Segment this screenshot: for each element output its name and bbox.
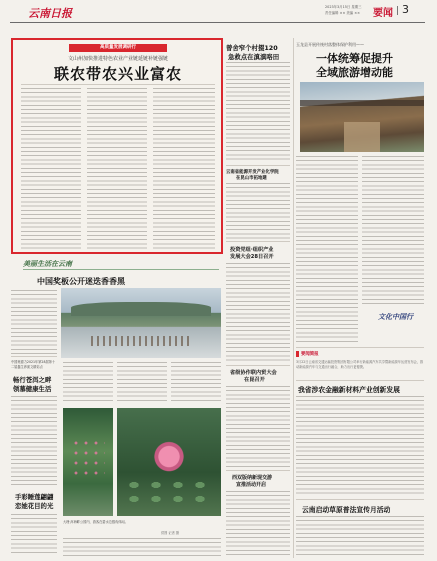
mid-article-3-title[interactable]: 投资党组·组织产业 xyxy=(230,247,274,253)
masthead-logo: 云南日报 xyxy=(28,7,72,20)
bottom-main-body-col1 xyxy=(63,362,113,402)
bottom-side1-title-line2[interactable]: 领慕健康生活 xyxy=(13,385,52,393)
right-title-line2[interactable]: 全域旅游增动能 xyxy=(316,66,393,79)
feature-body-col3 xyxy=(153,88,215,250)
bottom-main-body-col2 xyxy=(117,362,167,402)
right-rule-2 xyxy=(296,380,424,381)
bottom-section-logo: 美丽生活在云南 xyxy=(23,259,72,268)
mid-article-5-subtitle: 宣推活动开启 xyxy=(236,482,267,488)
mid-article-4-subtitle: 在昆召开 xyxy=(244,377,265,383)
right-kicker: 玉龙县开展传统村落整体保护利用—— xyxy=(296,42,364,47)
mid-article-4-body xyxy=(226,386,290,468)
bottom-feature xyxy=(11,258,223,558)
mid-article-4-title[interactable]: 省级协作联内贸大会 xyxy=(230,370,277,376)
bottom-left-body-1 xyxy=(11,290,57,354)
feature-title-rule xyxy=(21,84,215,85)
feature-article[interactable] xyxy=(11,38,223,254)
mid-article-1-body xyxy=(226,62,290,162)
mid-article-5-title[interactable]: 西双版纳新现交游 xyxy=(232,475,273,481)
bottom-credit: 供图 记者 摄 xyxy=(161,531,179,535)
masthead-rule xyxy=(10,22,425,23)
right-photo[interactable] xyxy=(300,82,424,152)
column-divider xyxy=(293,38,294,558)
right-article-1-title[interactable]: 我省涉农金融新材料产业创新发展 xyxy=(298,386,400,394)
bottom-side1-kicker: 中国奥德力2021年第28届第十二届鑫生养面文精彩点 xyxy=(11,360,56,369)
bottom-left-body-3 xyxy=(11,514,57,554)
photo-flowers xyxy=(71,438,105,478)
right-body-col2 xyxy=(362,156,424,306)
feature-body-col1 xyxy=(21,88,81,250)
bottom-side2-title-line2[interactable]: 恋她花目的光 xyxy=(15,502,54,510)
bottom-main-photo[interactable] xyxy=(61,288,221,358)
bottom-photo-garden[interactable] xyxy=(63,408,113,516)
mid-article-1-subtitle: 急救点在滇滇咯田 xyxy=(228,53,280,61)
right-article-2-title[interactable]: 云南启动草原普法宣传月活动 xyxy=(302,506,391,514)
feature-banner-text: 高质量发展调研行 xyxy=(100,45,136,50)
right-body-col1 xyxy=(296,156,358,344)
page-number: 3 xyxy=(402,3,409,16)
ornament-text: 文化中国行 xyxy=(378,312,413,321)
bottom-main-body-col3 xyxy=(171,362,221,402)
mid-article-2-title[interactable]: 云南省能源开发产业化学院 xyxy=(226,170,279,175)
right-article-2-body xyxy=(296,516,424,556)
section-label: 要闻 xyxy=(373,8,393,19)
notice-text: 3月22日云南省交通运输投资集团有限公司举行新能源汽车共享暨新能源车运营发布会，推动新能源汽车与交通出行融合，助力出行更便捷。 xyxy=(296,360,424,369)
mid-article-2-body xyxy=(226,183,290,239)
mid-rule-2 xyxy=(226,241,290,242)
right-rule-3 xyxy=(296,499,424,500)
mid-article-1-title[interactable]: 曾舍窄个村掇120 xyxy=(226,44,278,52)
mid-article-2-subtitle: 在昆山市拓地建 xyxy=(236,176,267,181)
mid-article-3-subtitle: 发展大会28日召开 xyxy=(230,254,274,260)
notice-label: 要闻简报 xyxy=(301,352,319,357)
right-article-1-body xyxy=(296,396,424,496)
mid-rule-4 xyxy=(226,470,290,471)
right-rule-1 xyxy=(296,347,424,348)
feature-body-col2 xyxy=(87,88,147,250)
photo-people xyxy=(91,336,191,346)
notice-tag xyxy=(296,351,299,357)
photo-street-detail xyxy=(344,122,380,152)
bottom-main-body-lower xyxy=(63,538,221,556)
right-title-line1[interactable]: 一体统筹促提升 xyxy=(316,52,393,65)
masthead-staff: 责任编辑 ×× 美编 ×× xyxy=(325,11,360,15)
feature-title: 联农带农兴业富农 xyxy=(53,65,182,83)
bottom-side2-title-line1[interactable]: 手彩睡莲翩翩 xyxy=(15,493,54,501)
bottom-title[interactable]: 中国奖板公开迷迭香香黑 xyxy=(37,277,125,286)
bottom-photo-lotus[interactable] xyxy=(117,408,221,516)
mid-rule-1 xyxy=(226,165,290,166)
masthead-date: 2023年3月15日 星期三 xyxy=(325,5,362,9)
photo-roof-detail xyxy=(300,100,424,106)
bottom-side1-title-line1[interactable]: 畅行苍洱之畔 xyxy=(13,376,52,384)
middle-column xyxy=(226,38,292,558)
right-column xyxy=(296,38,427,558)
feature-kicker: 文山州加快推进特色农业产业链延链补链强链 xyxy=(67,56,168,62)
mid-rule-3 xyxy=(226,365,290,366)
bottom-left-rule xyxy=(11,356,57,357)
mid-article-5-body xyxy=(226,491,290,555)
masthead xyxy=(0,0,437,30)
bottom-caption: 大理·洱海畔公园内，游客在碧水边嬉戏休闲。 xyxy=(63,520,128,524)
section-divider xyxy=(397,6,398,15)
photo-lily-pads xyxy=(123,478,215,510)
bottom-logo-rule xyxy=(23,269,219,270)
mid-article-3-body xyxy=(226,263,290,363)
photo-mountain xyxy=(71,302,211,316)
bottom-left-body-2 xyxy=(11,396,57,488)
